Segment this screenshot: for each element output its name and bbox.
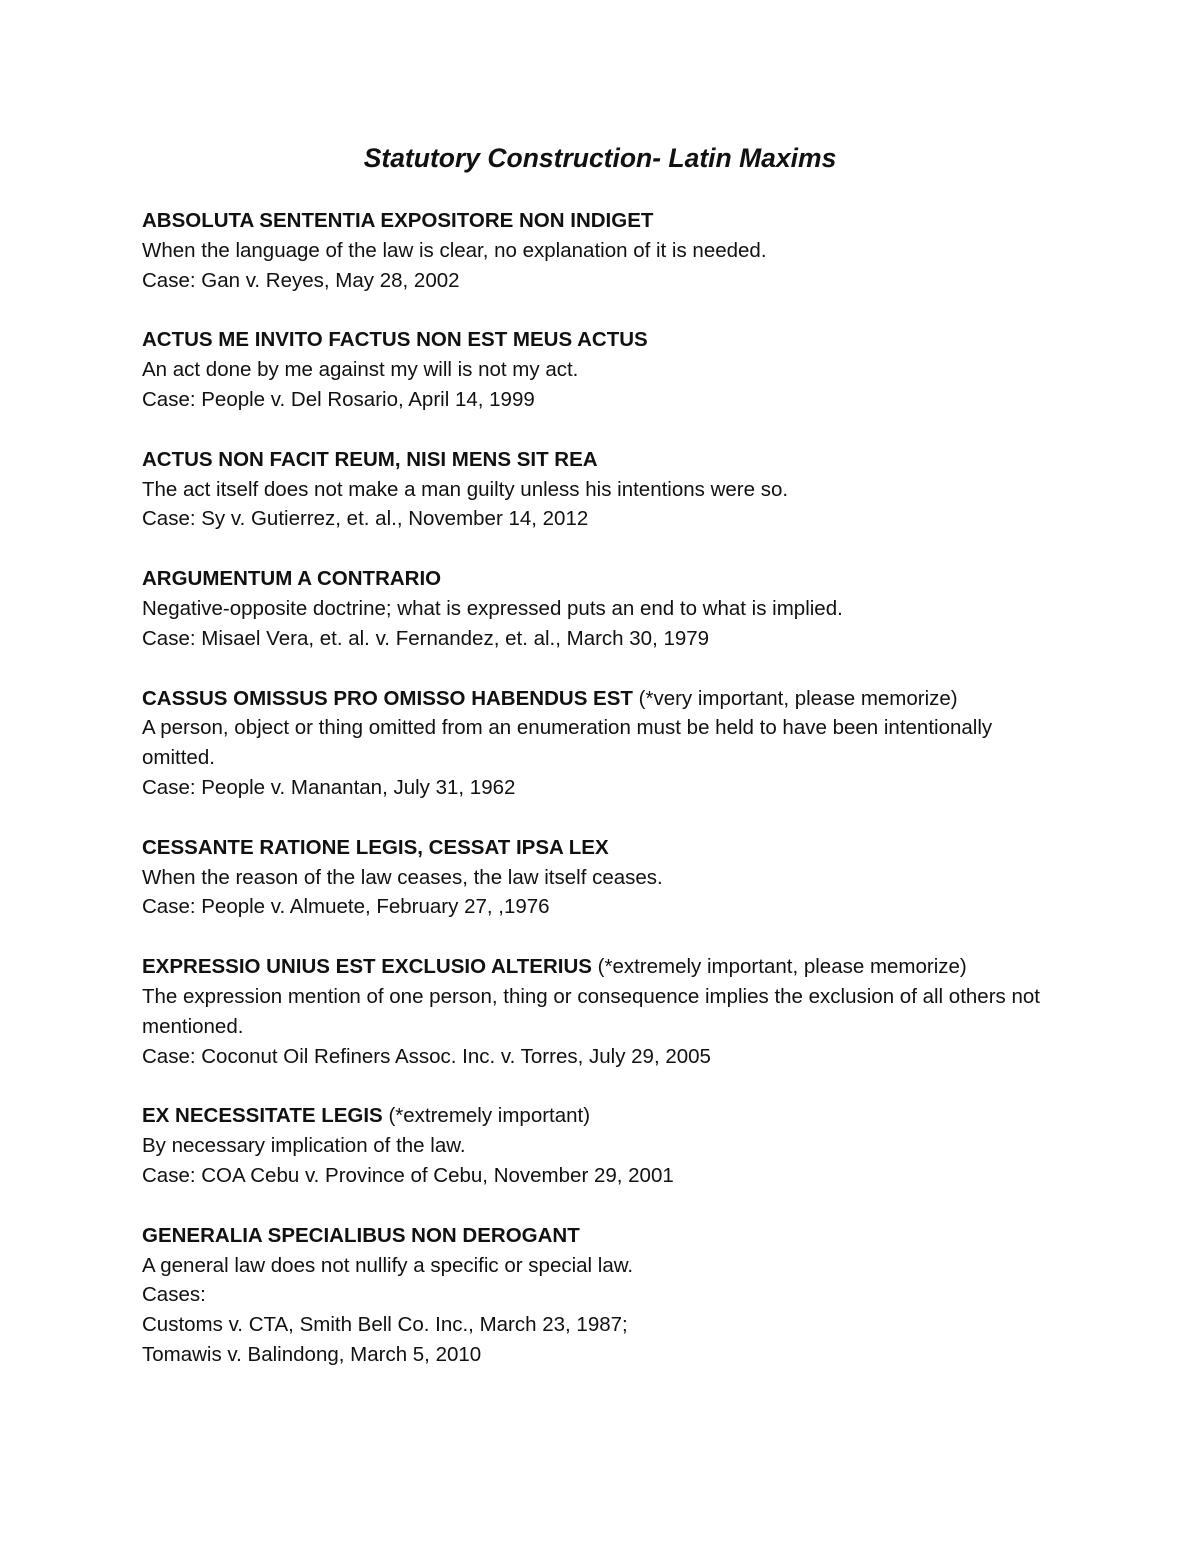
maxim-meaning: A person, object or thing omitted from an enumeration must be held to have been intentionally omitted. [142, 716, 993, 770]
maxim-heading [142, 445, 1062, 475]
maxim-entry [142, 952, 1062, 1071]
maxim-heading [142, 952, 1062, 982]
maxim-case: Case: People v. Almuete, February 27, ,1976 [142, 895, 550, 919]
maxim-latin: EX NECESSITATE LEGIS [142, 1104, 383, 1128]
maxim-list [142, 206, 1062, 1400]
maxim-heading [142, 564, 1062, 594]
maxim-case: Case: Coconut Oil Refiners Assoc. Inc. v. Torres, July 29, 2005 [142, 1044, 711, 1068]
maxim-entry [142, 325, 1062, 414]
maxim-case: Tomawis v. Balindong, March 5, 2010 [142, 1342, 482, 1366]
page-title: Statutory Construction- Latin Maxims [363, 143, 837, 173]
maxim-heading [142, 325, 1062, 355]
maxim-case: Case: People v. Del Rosario, April 14, 1999 [142, 387, 535, 411]
maxim-latin: GENERALIA SPECIALIBUS NON DEROGANT [142, 1223, 580, 1247]
maxim-entry [142, 1101, 1062, 1190]
maxim-heading [142, 1101, 1062, 1131]
maxim-meaning: When the reason of the law ceases, the law itself ceases. [142, 865, 663, 889]
maxim-entry [142, 684, 1062, 803]
maxim-note: (*extremely important) [388, 1104, 591, 1128]
maxim-case: Case: People v. Manantan, July 31, 1962 [142, 775, 516, 799]
maxim-entry [142, 1221, 1062, 1370]
maxim-entry [142, 445, 1062, 534]
maxim-entry [142, 206, 1062, 295]
maxim-latin: CESSANTE RATIONE LEGIS, CESSAT IPSA LEX [142, 835, 609, 859]
maxim-latin: ACTUS ME INVITO FACTUS NON EST MEUS ACTUS [142, 328, 648, 352]
maxim-meaning: A general law does not nullify a specific or special law. [142, 1253, 634, 1277]
maxim-entry [142, 833, 1062, 922]
maxim-meaning: An act done by me against my will is not my act. [142, 358, 579, 382]
maxim-latin: ARGUMENTUM A CONTRARIO [142, 567, 442, 591]
maxim-latin: EXPRESSIO UNIUS EST EXCLUSIO ALTERIUS [142, 955, 592, 979]
maxim-latin: CASSUS OMISSUS PRO OMISSO HABENDUS EST [142, 686, 633, 710]
maxim-case: Customs v. CTA, Smith Bell Co. Inc., March 23, 1987; [142, 1313, 628, 1337]
maxim-note: (*very important, please memorize) [638, 686, 958, 710]
maxim-case: Case: Misael Vera, et. al. v. Fernandez, et. al., March 30, 1979 [142, 626, 710, 650]
maxim-heading [142, 833, 1062, 863]
maxim-latin: ABSOLUTA SENTENTIA EXPOSITORE NON INDIGET [142, 209, 654, 232]
maxim-case: Case: Sy v. Gutierrez, et. al., November 14, 2012 [142, 507, 589, 531]
maxim-heading [142, 206, 1062, 236]
maxim-cases-label: Cases: [142, 1283, 206, 1307]
maxim-heading [142, 1221, 1062, 1251]
maxim-case: Case: COA Cebu v. Province of Cebu, November 29, 2001 [142, 1163, 674, 1187]
maxim-note: (*extremely important, please memorize) [597, 955, 967, 979]
maxim-meaning: Negative-opposite doctrine; what is expressed puts an end to what is implied. [142, 596, 843, 620]
maxim-meaning: The act itself does not make a man guilty unless his intentions were so. [142, 477, 789, 501]
maxim-heading [142, 684, 1062, 714]
maxim-case: Case: Gan v. Reyes, May 28, 2002 [142, 268, 460, 292]
maxim-meaning: When the language of the law is clear, no explanation of it is needed. [142, 238, 767, 262]
maxim-entry [142, 564, 1062, 653]
maxim-meaning: The expression mention of one person, thing or consequence implies the exclusion of all others not mentioned. [142, 984, 1040, 1038]
maxim-latin: ACTUS NON FACIT REUM, NISI MENS SIT REA [142, 447, 598, 471]
maxim-meaning: By necessary implication of the law. [142, 1134, 466, 1158]
